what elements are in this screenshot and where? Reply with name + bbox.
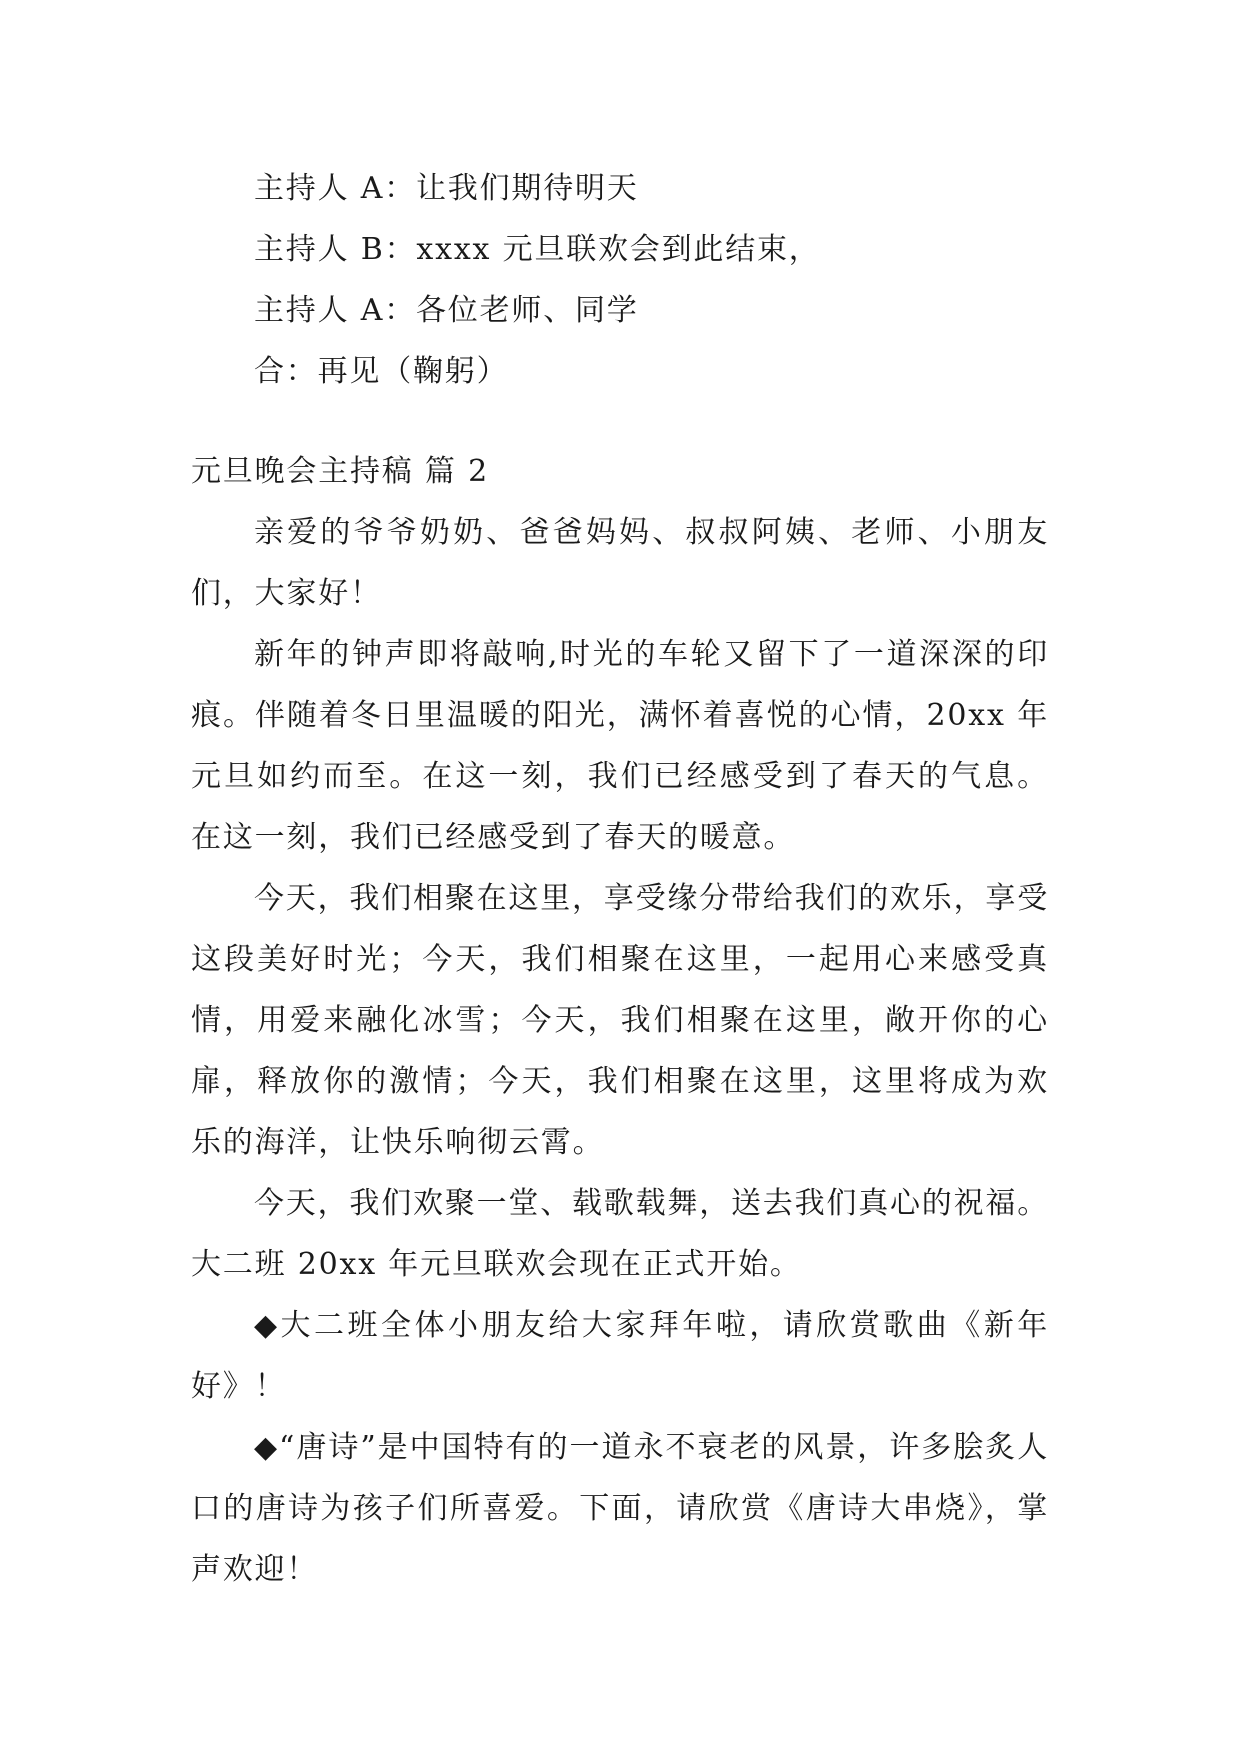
document-body xyxy=(191,158,1049,1600)
body-paragraph: ◆大二班全体小朋友给大家拜年啦，请欣赏歌曲《新年好》！ xyxy=(191,1308,1049,1404)
body-paragraph: 今天，我们相聚在这里，享受缘分带给我们的欢乐，享受这段美好时光；今天，我们相聚在这里，一起用心来感受真情，用爱来融化冰雪；今天，我们相聚在这里，敞开你的心扉，释放你的激情；今天，我们相聚在这里，这里将成为欢乐的海洋，让快乐响彻云霄。 xyxy=(191,881,1049,1160)
body-paragraph: 新年的钟声即将敲响,时光的车轮又留下了一道深深的印痕。伴随着冬日里温暖的阳光，满怀着喜悦的心情，20xx 年元旦如约而至。在这一刻，我们已经感受到了春天的气息。在这一刻，我们已经感受到了春天的暖意。 xyxy=(191,637,1049,855)
section-title: 元旦晚会主持稿 篇 2 xyxy=(191,454,489,489)
body-paragraph: ◆“唐诗”是中国特有的一道永不衰老的风景，许多脍炙人口的唐诗为孩子们所喜爱。下面，请欣赏《唐诗大串烧》，掌声欢迎！ xyxy=(191,1430,1049,1587)
body-paragraph: 今天，我们欢聚一堂、载歌载舞，送去我们真心的祝福。大二班 20xx 年元旦联欢会现在正式开始。 xyxy=(191,1186,1049,1282)
dialogue-line: 合：再见（鞠躬） xyxy=(254,354,509,389)
body-paragraph: 亲爱的爷爷奶奶、爸爸妈妈、叔叔阿姨、老师、小朋友们，大家好！ xyxy=(191,515,1049,611)
dialogue-line: 主持人 A：让我们期待明天 xyxy=(254,171,639,206)
dialogue-line: 主持人 B：xxxx 元旦联欢会到此结束， xyxy=(254,232,821,267)
dialogue-line: 主持人 A：各位老师、同学 xyxy=(254,293,639,328)
